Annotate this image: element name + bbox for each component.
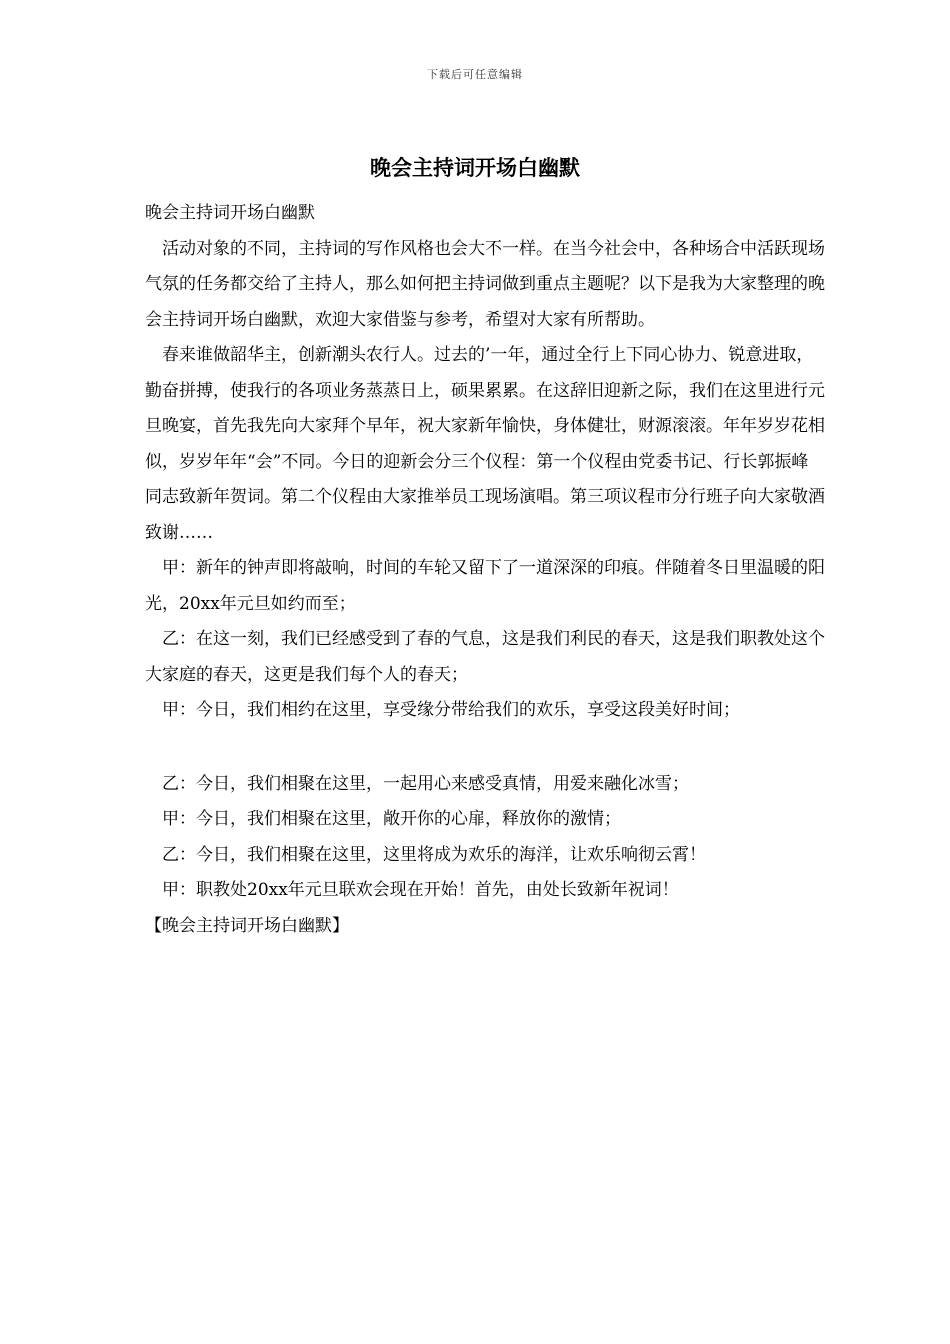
opening-paragraph: 春来谁做韶华主，创新潮头农行人。过去的’一年，通过全行上下同心协力、锐意进取，勤奋拼搏，使我行的各项业务蒸蒸日上，硕果累累。在这辞旧迎新之际，我们在这里进行元旦晚宴，首先我先向大家拜个早年，祝大家新年愉快，身体健壮，财源滚滚。年年岁岁花相似，岁岁年年“会”不同。今日的迎新会分三个仪程：第一个仪程由党委书记、行长郭振峰同志致新年贺词。第二个仪程由大家推举员工现场演唱。第三项议程市分行班子向大家敬酒致谢…… [145, 345, 825, 543]
document-body [145, 196, 825, 944]
dialogue-line: 甲：今日，我们相聚在这里，敞开你的心扉，释放你的激情； [162, 809, 621, 829]
document-subtitle: 晚会主持词开场白幽默 [145, 203, 315, 223]
dialogue-line: 乙：在这一刻，我们已经感受到了春的气息，这是我们利民的春天，这是我们职教处这个大家庭的春天，这更是我们每个人的春天； [145, 629, 825, 685]
paragraph-gap [145, 729, 825, 767]
document-title: 晚会主持词开场白幽默 [370, 155, 580, 180]
header-note: 下载后可任意编辑 [427, 68, 523, 81]
dialogue-line: 甲：新年的钟声即将敲响，时间的车轮又留下了一道深深的印痕。伴随着冬日里温暖的阳光，20xx年元旦如约而至； [145, 558, 825, 614]
dialogue-line: 甲：今日，我们相约在这里，享受缘分带给我们的欢乐，享受这段美好时间； [162, 700, 740, 720]
dialogue-line: 甲：职教处20xx年元旦联欢会现在开始！首先，由处长致新年祝词！ [162, 880, 679, 900]
dialogue-line: 乙：今日，我们相聚在这里，一起用心来感受真情，用爱来融化冰雪； [162, 773, 689, 794]
closing-line: 【晚会主持词开场白幽默】 [145, 915, 349, 936]
intro-paragraph: 活动对象的不同，主持词的写作风格也会大不一样。在当今社会中，各种场合中活跃现场气氛的任务都交给了主持人，那么如何把主持词做到重点主题呢？以下是我为大家整理的晚会主持词开场白幽默，欢迎大家借鉴与参考，希望对大家有所帮助。 [145, 238, 825, 330]
dialogue-line: 乙：今日，我们相聚在这里，这里将成为欢乐的海洋，让欢乐响彻云霄！ [162, 844, 706, 865]
